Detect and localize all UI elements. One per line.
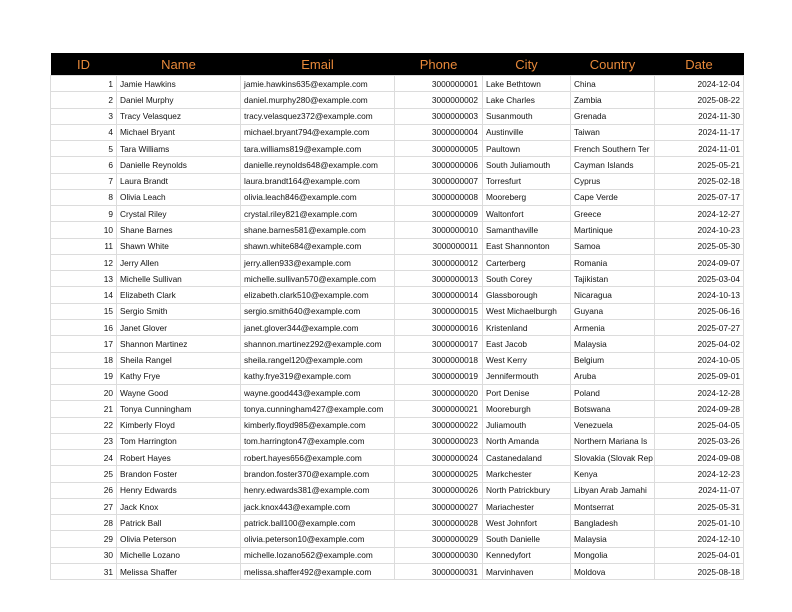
- table-row: [51, 206, 744, 222]
- cell-date[interactable]: 2025-05-31: [655, 498, 744, 514]
- cell-id[interactable]: 2: [51, 92, 117, 108]
- cell-email[interactable]: daniel.murphy280@example.com: [241, 92, 395, 108]
- cell-email[interactable]: crystal.riley821@example.com: [241, 206, 395, 222]
- cell-id[interactable]: 27: [51, 498, 117, 514]
- cell-name[interactable]: Olivia Leach: [117, 189, 241, 205]
- cell-id[interactable]: 14: [51, 287, 117, 303]
- cell-date[interactable]: 2025-04-01: [655, 547, 744, 563]
- cell-email[interactable]: brandon.foster370@example.com: [241, 466, 395, 482]
- cell-city[interactable]: Samanthaville: [483, 222, 571, 238]
- cell-date[interactable]: 2025-07-27: [655, 319, 744, 335]
- cell-id[interactable]: 6: [51, 157, 117, 173]
- cell-country[interactable]: Kenya: [571, 466, 655, 482]
- cell-country[interactable]: Slovakia (Slovak Rep: [571, 450, 655, 466]
- cell-country[interactable]: Martinique: [571, 222, 655, 238]
- table-row: [51, 303, 744, 319]
- column-header-city[interactable]: City: [483, 53, 571, 76]
- column-header-name[interactable]: Name: [117, 53, 241, 76]
- cell-email[interactable]: sergio.smith640@example.com: [241, 303, 395, 319]
- cell-id[interactable]: 31: [51, 563, 117, 579]
- cell-country[interactable]: Bangladesh: [571, 515, 655, 531]
- cell-country[interactable]: Malaysia: [571, 336, 655, 352]
- table-row: [51, 531, 744, 547]
- cell-email[interactable]: jerry.allen933@example.com: [241, 254, 395, 270]
- cell-email[interactable]: patrick.ball100@example.com: [241, 515, 395, 531]
- cell-email[interactable]: tracy.velasquez372@example.com: [241, 108, 395, 124]
- table-row: [51, 238, 744, 254]
- cell-phone[interactable]: 3000000009: [395, 206, 483, 222]
- cell-email[interactable]: robert.hayes656@example.com: [241, 450, 395, 466]
- cell-city[interactable]: Paultown: [483, 141, 571, 157]
- cell-city[interactable]: Jennifermouth: [483, 368, 571, 384]
- cell-email[interactable]: jamie.hawkins635@example.com: [241, 76, 395, 92]
- cell-email[interactable]: tom.harrington47@example.com: [241, 433, 395, 449]
- table-row: [51, 76, 744, 92]
- cell-phone[interactable]: 3000000007: [395, 173, 483, 189]
- column-header-email[interactable]: Email: [241, 53, 395, 76]
- cell-email[interactable]: danielle.reynolds648@example.com: [241, 157, 395, 173]
- cell-phone[interactable]: 3000000013: [395, 271, 483, 287]
- cell-country[interactable]: Armenia: [571, 319, 655, 335]
- cell-date[interactable]: 2025-08-18: [655, 563, 744, 579]
- cell-name[interactable]: Elizabeth Clark: [117, 287, 241, 303]
- cell-email[interactable]: kimberly.floyd985@example.com: [241, 417, 395, 433]
- cell-name[interactable]: Janet Glover: [117, 319, 241, 335]
- cell-name[interactable]: Shannon Martinez: [117, 336, 241, 352]
- cell-country[interactable]: Montserrat: [571, 498, 655, 514]
- cell-city[interactable]: East Jacob: [483, 336, 571, 352]
- cell-name[interactable]: Crystal Riley: [117, 206, 241, 222]
- table-row: [51, 498, 744, 514]
- cell-name[interactable]: Jack Knox: [117, 498, 241, 514]
- cell-country[interactable]: Aruba: [571, 368, 655, 384]
- cell-country[interactable]: Botswana: [571, 401, 655, 417]
- cell-email[interactable]: shane.barnes581@example.com: [241, 222, 395, 238]
- cell-id[interactable]: 29: [51, 531, 117, 547]
- cell-date[interactable]: 2025-01-10: [655, 515, 744, 531]
- cell-date[interactable]: 2024-11-01: [655, 141, 744, 157]
- cell-phone[interactable]: 3000000010: [395, 222, 483, 238]
- cell-email[interactable]: kathy.frye319@example.com: [241, 368, 395, 384]
- table-row: [51, 417, 744, 433]
- cell-date[interactable]: 2024-10-23: [655, 222, 744, 238]
- cell-city[interactable]: Juliamouth: [483, 417, 571, 433]
- cell-date[interactable]: 2025-07-17: [655, 189, 744, 205]
- cell-city[interactable]: Port Denise: [483, 385, 571, 401]
- cell-id[interactable]: 28: [51, 515, 117, 531]
- cell-name[interactable]: Daniel Murphy: [117, 92, 241, 108]
- table-row: [51, 563, 744, 579]
- cell-id[interactable]: 13: [51, 271, 117, 287]
- cell-phone[interactable]: 3000000001: [395, 76, 483, 92]
- cell-date[interactable]: 2024-12-04: [655, 76, 744, 92]
- cell-email[interactable]: wayne.good443@example.com: [241, 385, 395, 401]
- spreadsheet-sheet: [50, 53, 743, 580]
- cell-email[interactable]: sheila.rangel120@example.com: [241, 352, 395, 368]
- cell-email[interactable]: janet.glover344@example.com: [241, 319, 395, 335]
- cell-city[interactable]: Glassborough: [483, 287, 571, 303]
- cell-city[interactable]: Mooreburgh: [483, 401, 571, 417]
- cell-phone[interactable]: 3000000015: [395, 303, 483, 319]
- cell-date[interactable]: 2025-04-05: [655, 417, 744, 433]
- cell-phone[interactable]: 3000000030: [395, 547, 483, 563]
- cell-date[interactable]: 2024-10-13: [655, 287, 744, 303]
- cell-city[interactable]: Mooreberg: [483, 189, 571, 205]
- column-header-date[interactable]: Date: [655, 53, 744, 76]
- cell-id[interactable]: 23: [51, 433, 117, 449]
- table-row: [51, 368, 744, 384]
- table-row: [51, 336, 744, 352]
- table-row: [51, 352, 744, 368]
- cell-date[interactable]: 2025-06-16: [655, 303, 744, 319]
- cell-country[interactable]: Guyana: [571, 303, 655, 319]
- cell-id[interactable]: 18: [51, 352, 117, 368]
- cell-id[interactable]: 25: [51, 466, 117, 482]
- cell-phone[interactable]: 3000000016: [395, 319, 483, 335]
- cell-date[interactable]: 2025-04-02: [655, 336, 744, 352]
- table-row: [51, 222, 744, 238]
- cell-name[interactable]: Danielle Reynolds: [117, 157, 241, 173]
- table-row: [51, 173, 744, 189]
- cell-date[interactable]: 2025-05-21: [655, 157, 744, 173]
- cell-date[interactable]: 2025-02-18: [655, 173, 744, 189]
- cell-id[interactable]: 16: [51, 319, 117, 335]
- cell-name[interactable]: Michelle Lozano: [117, 547, 241, 563]
- cell-phone[interactable]: 3000000023: [395, 433, 483, 449]
- cell-id[interactable]: 5: [51, 141, 117, 157]
- column-header-phone[interactable]: Phone: [395, 53, 483, 76]
- cell-email[interactable]: shannon.martinez292@example.com: [241, 336, 395, 352]
- cell-date[interactable]: 2024-12-10: [655, 531, 744, 547]
- cell-name[interactable]: Shawn White: [117, 238, 241, 254]
- cell-email[interactable]: tara.williams819@example.com: [241, 141, 395, 157]
- cell-city[interactable]: Austinville: [483, 124, 571, 140]
- cell-country[interactable]: Libyan Arab Jamahi: [571, 482, 655, 498]
- cell-email[interactable]: laura.brandt164@example.com: [241, 173, 395, 189]
- cell-id[interactable]: 9: [51, 206, 117, 222]
- cell-name[interactable]: Patrick Ball: [117, 515, 241, 531]
- cell-phone[interactable]: 3000000004: [395, 124, 483, 140]
- cell-id[interactable]: 30: [51, 547, 117, 563]
- cell-city[interactable]: Marvinhaven: [483, 563, 571, 579]
- cell-country[interactable]: Nicaragua: [571, 287, 655, 303]
- cell-phone[interactable]: 3000000020: [395, 385, 483, 401]
- cell-country[interactable]: Cape Verde: [571, 189, 655, 205]
- table-row: [51, 547, 744, 563]
- cell-name[interactable]: Tara Williams: [117, 141, 241, 157]
- cell-country[interactable]: Romania: [571, 254, 655, 270]
- cell-name[interactable]: Laura Brandt: [117, 173, 241, 189]
- cell-city[interactable]: Waltonfort: [483, 206, 571, 222]
- cell-id[interactable]: 20: [51, 385, 117, 401]
- cell-id[interactable]: 11: [51, 238, 117, 254]
- cell-email[interactable]: shawn.white684@example.com: [241, 238, 395, 254]
- cell-name[interactable]: Sergio Smith: [117, 303, 241, 319]
- table-row: [51, 287, 744, 303]
- cell-country[interactable]: Venezuela: [571, 417, 655, 433]
- cell-country[interactable]: Mongolia: [571, 547, 655, 563]
- table-row: [51, 92, 744, 108]
- table-row: [51, 271, 744, 287]
- cell-phone[interactable]: 3000000024: [395, 450, 483, 466]
- cell-country[interactable]: Cyprus: [571, 173, 655, 189]
- table-row: [51, 189, 744, 205]
- cell-city[interactable]: Mariachester: [483, 498, 571, 514]
- cell-name[interactable]: Tracy Velasquez: [117, 108, 241, 124]
- table-row: [51, 401, 744, 417]
- table-row: [51, 157, 744, 173]
- cell-phone[interactable]: 3000000003: [395, 108, 483, 124]
- cell-country[interactable]: Samoa: [571, 238, 655, 254]
- cell-id[interactable]: 1: [51, 76, 117, 92]
- cell-country[interactable]: Taiwan: [571, 124, 655, 140]
- cell-city[interactable]: Castanedaland: [483, 450, 571, 466]
- cell-phone[interactable]: 3000000025: [395, 466, 483, 482]
- cell-country[interactable]: China: [571, 76, 655, 92]
- cell-city[interactable]: West Michaelburgh: [483, 303, 571, 319]
- cell-date[interactable]: 2025-09-01: [655, 368, 744, 384]
- column-header-country[interactable]: Country: [571, 53, 655, 76]
- cell-city[interactable]: Carterberg: [483, 254, 571, 270]
- cell-date[interactable]: 2024-11-17: [655, 124, 744, 140]
- cell-email[interactable]: olivia.leach846@example.com: [241, 189, 395, 205]
- cell-city[interactable]: North Amanda: [483, 433, 571, 449]
- cell-country[interactable]: Moldova: [571, 563, 655, 579]
- cell-name[interactable]: Wayne Good: [117, 385, 241, 401]
- table-row: [51, 433, 744, 449]
- cell-country[interactable]: Belgium: [571, 352, 655, 368]
- cell-email[interactable]: michelle.sullivan570@example.com: [241, 271, 395, 287]
- cell-date[interactable]: 2025-05-30: [655, 238, 744, 254]
- cell-date[interactable]: 2025-08-22: [655, 92, 744, 108]
- cell-country[interactable]: Poland: [571, 385, 655, 401]
- cell-name[interactable]: Melissa Shaffer: [117, 563, 241, 579]
- cell-name[interactable]: Robert Hayes: [117, 450, 241, 466]
- cell-id[interactable]: 21: [51, 401, 117, 417]
- table-row: [51, 141, 744, 157]
- cell-name[interactable]: Sheila Rangel: [117, 352, 241, 368]
- table-row: [51, 124, 744, 140]
- cell-name[interactable]: Shane Barnes: [117, 222, 241, 238]
- cell-phone[interactable]: 3000000014: [395, 287, 483, 303]
- cell-city[interactable]: Susanmouth: [483, 108, 571, 124]
- cell-phone[interactable]: 3000000018: [395, 352, 483, 368]
- cell-email[interactable]: melissa.shaffer492@example.com: [241, 563, 395, 579]
- cell-name[interactable]: Kimberly Floyd: [117, 417, 241, 433]
- cell-id[interactable]: 17: [51, 336, 117, 352]
- cell-country[interactable]: Tajikistan: [571, 271, 655, 287]
- cell-country[interactable]: Malaysia: [571, 531, 655, 547]
- cell-date[interactable]: 2024-12-28: [655, 385, 744, 401]
- cell-email[interactable]: elizabeth.clark510@example.com: [241, 287, 395, 303]
- table-row: [51, 466, 744, 482]
- cell-phone[interactable]: 3000000008: [395, 189, 483, 205]
- cell-name[interactable]: Jerry Allen: [117, 254, 241, 270]
- cell-name[interactable]: Michael Bryant: [117, 124, 241, 140]
- cell-date[interactable]: 2024-09-28: [655, 401, 744, 417]
- cell-date[interactable]: 2024-11-30: [655, 108, 744, 124]
- cell-email[interactable]: tonya.cunningham427@example.com: [241, 401, 395, 417]
- cell-phone[interactable]: 3000000017: [395, 336, 483, 352]
- cell-name[interactable]: Tonya Cunningham: [117, 401, 241, 417]
- cell-id[interactable]: 12: [51, 254, 117, 270]
- cell-id[interactable]: 15: [51, 303, 117, 319]
- cell-city[interactable]: East Shannonton: [483, 238, 571, 254]
- cell-phone[interactable]: 3000000027: [395, 498, 483, 514]
- table-row: [51, 450, 744, 466]
- cell-id[interactable]: 10: [51, 222, 117, 238]
- cell-email[interactable]: henry.edwards381@example.com: [241, 482, 395, 498]
- cell-date[interactable]: 2024-11-07: [655, 482, 744, 498]
- cell-name[interactable]: Brandon Foster: [117, 466, 241, 482]
- cell-phone[interactable]: 3000000012: [395, 254, 483, 270]
- cell-id[interactable]: 22: [51, 417, 117, 433]
- cell-id[interactable]: 19: [51, 368, 117, 384]
- cell-id[interactable]: 8: [51, 189, 117, 205]
- cell-email[interactable]: olivia.peterson10@example.com: [241, 531, 395, 547]
- cell-id[interactable]: 7: [51, 173, 117, 189]
- cell-date[interactable]: 2024-12-27: [655, 206, 744, 222]
- cell-phone[interactable]: 3000000026: [395, 482, 483, 498]
- table-row: [51, 319, 744, 335]
- cell-name[interactable]: Olivia Peterson: [117, 531, 241, 547]
- table-row: [51, 385, 744, 401]
- cell-city[interactable]: Lake Bethtown: [483, 76, 571, 92]
- cell-id[interactable]: 3: [51, 108, 117, 124]
- cell-city[interactable]: South Danielle: [483, 531, 571, 547]
- cell-phone[interactable]: 3000000005: [395, 141, 483, 157]
- cell-date[interactable]: 2025-03-26: [655, 433, 744, 449]
- cell-phone[interactable]: 3000000002: [395, 92, 483, 108]
- cell-email[interactable]: jack.knox443@example.com: [241, 498, 395, 514]
- cell-city[interactable]: South Corey: [483, 271, 571, 287]
- table-body: [51, 76, 744, 580]
- cell-country[interactable]: Zambia: [571, 92, 655, 108]
- cell-phone[interactable]: 3000000022: [395, 417, 483, 433]
- cell-city[interactable]: Lake Charles: [483, 92, 571, 108]
- cell-email[interactable]: michael.bryant794@example.com: [241, 124, 395, 140]
- cell-date[interactable]: 2024-09-08: [655, 450, 744, 466]
- cell-city[interactable]: Markchester: [483, 466, 571, 482]
- cell-phone[interactable]: 3000000006: [395, 157, 483, 173]
- cell-phone[interactable]: 3000000011: [395, 238, 483, 254]
- cell-email[interactable]: michelle.lozano562@example.com: [241, 547, 395, 563]
- table-row: [51, 108, 744, 124]
- cell-country[interactable]: Northern Mariana Is: [571, 433, 655, 449]
- cell-date[interactable]: 2025-03-04: [655, 271, 744, 287]
- header-row: [51, 53, 744, 76]
- cell-phone[interactable]: 3000000021: [395, 401, 483, 417]
- cell-city[interactable]: Torresfurt: [483, 173, 571, 189]
- cell-date[interactable]: 2024-09-07: [655, 254, 744, 270]
- cell-name[interactable]: Tom Harrington: [117, 433, 241, 449]
- cell-city[interactable]: Kristenland: [483, 319, 571, 335]
- cell-id[interactable]: 4: [51, 124, 117, 140]
- cell-date[interactable]: 2024-10-05: [655, 352, 744, 368]
- cell-city[interactable]: North Patrickbury: [483, 482, 571, 498]
- data-table: [50, 53, 744, 580]
- cell-country[interactable]: French Southern Ter: [571, 141, 655, 157]
- cell-city[interactable]: West Johnfort: [483, 515, 571, 531]
- cell-phone[interactable]: 3000000019: [395, 368, 483, 384]
- cell-city[interactable]: South Juliamouth: [483, 157, 571, 173]
- cell-id[interactable]: 26: [51, 482, 117, 498]
- cell-country[interactable]: Grenada: [571, 108, 655, 124]
- table-row: [51, 515, 744, 531]
- cell-name[interactable]: Jamie Hawkins: [117, 76, 241, 92]
- cell-country[interactable]: Cayman Islands: [571, 157, 655, 173]
- cell-name[interactable]: Kathy Frye: [117, 368, 241, 384]
- cell-date[interactable]: 2024-12-23: [655, 466, 744, 482]
- cell-city[interactable]: Kennedyfort: [483, 547, 571, 563]
- cell-phone[interactable]: 3000000028: [395, 515, 483, 531]
- table-row: [51, 482, 744, 498]
- cell-city[interactable]: West Kerry: [483, 352, 571, 368]
- cell-phone[interactable]: 3000000031: [395, 563, 483, 579]
- cell-country[interactable]: Greece: [571, 206, 655, 222]
- column-header-id[interactable]: ID: [51, 53, 117, 76]
- cell-id[interactable]: 24: [51, 450, 117, 466]
- cell-phone[interactable]: 3000000029: [395, 531, 483, 547]
- cell-name[interactable]: Henry Edwards: [117, 482, 241, 498]
- table-row: [51, 254, 744, 270]
- cell-name[interactable]: Michelle Sullivan: [117, 271, 241, 287]
